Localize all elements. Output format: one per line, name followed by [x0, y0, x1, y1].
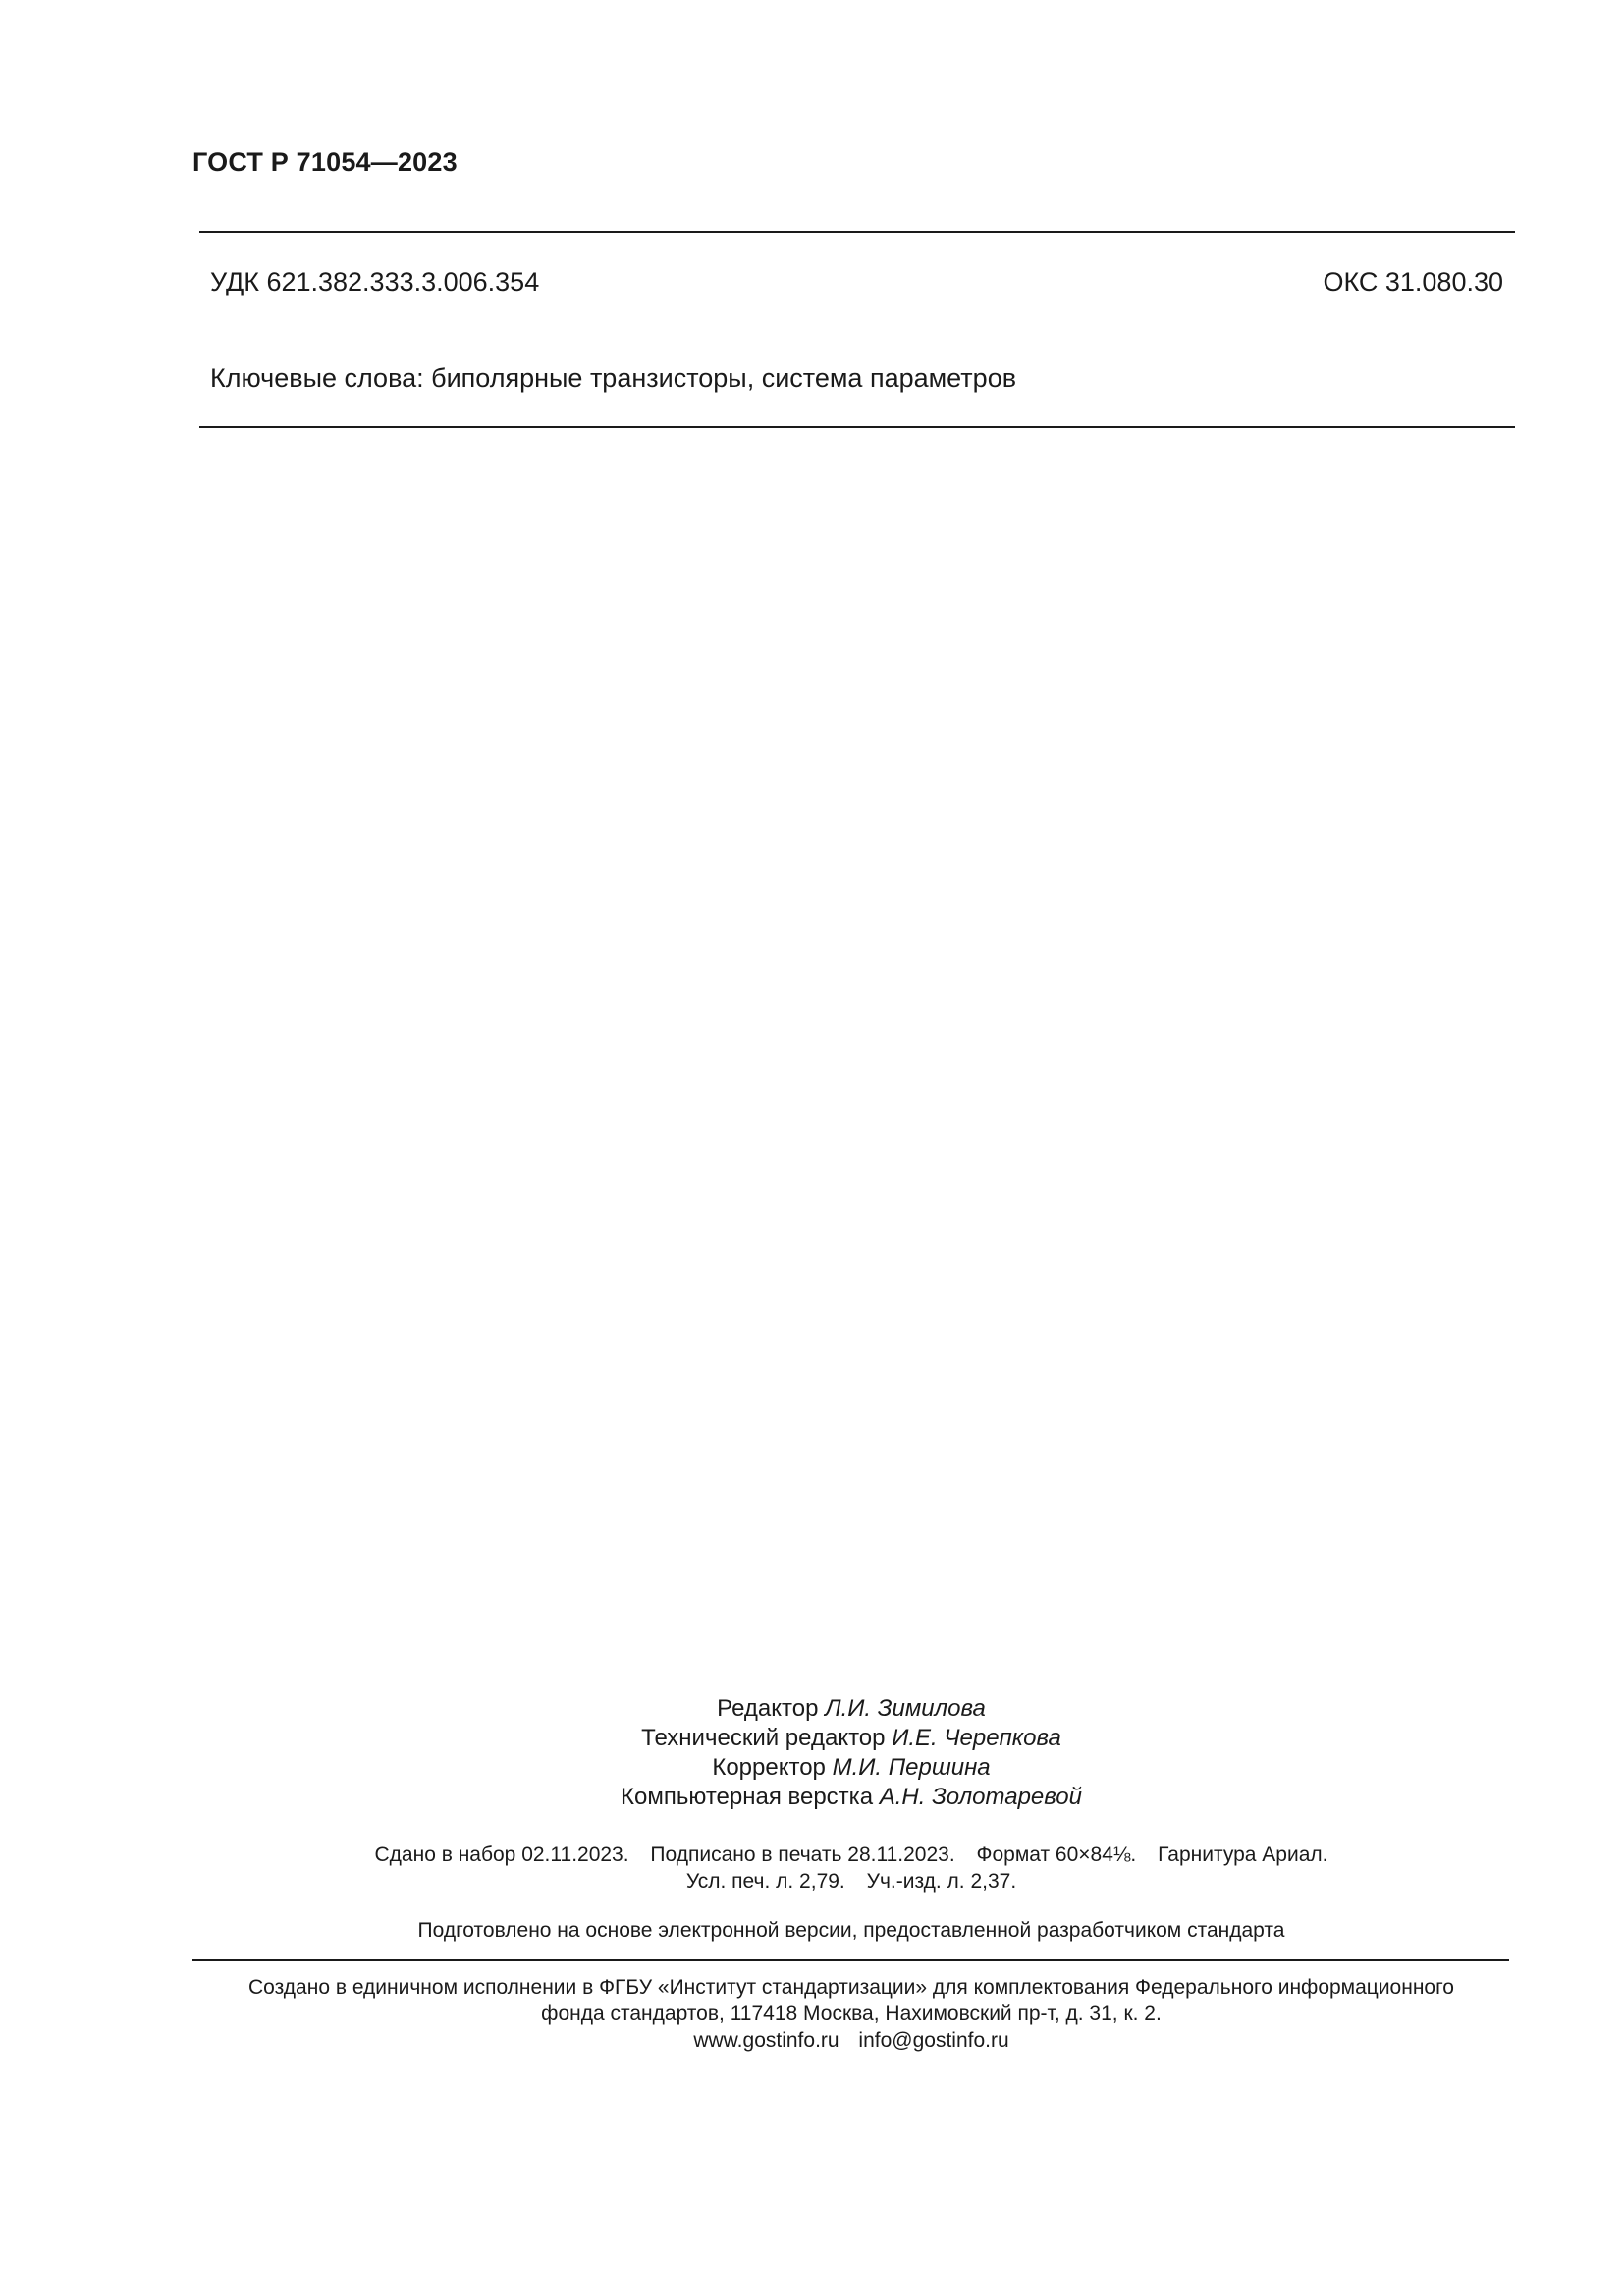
created-block — [0, 1974, 1624, 2054]
print-info-line-2 — [0, 1868, 1624, 1895]
editor-line — [0, 1694, 1624, 1724]
prepared-note: Подготовлено на основе электронной версии, предоставленной разработчиком стандарта — [417, 1919, 1285, 1942]
publisher-sheets: Уч.-изд. л. 2,37. — [866, 1870, 1017, 1893]
corrector-role: Корректор — [712, 1754, 826, 1781]
tech-editor-line — [0, 1724, 1624, 1753]
contact-line — [0, 2027, 1624, 2054]
keywords: Ключевые слова: биполярные транзисторы, система параметров — [210, 363, 1017, 393]
corrector-line — [0, 1753, 1624, 1783]
layout-name: А.Н. Золотаревой — [879, 1784, 1082, 1810]
editor-name: Л.И. Зимилова — [825, 1695, 986, 1722]
tech-editor-role: Технический редактор — [641, 1725, 886, 1751]
oks-code: ОКС 31.080.30 — [1323, 267, 1503, 296]
email-link[interactable]: info@gostinfo.ru — [858, 2029, 1009, 2052]
layout-line — [0, 1783, 1624, 1812]
bottom-divider — [192, 1959, 1509, 1961]
keywords-divider — [199, 426, 1515, 428]
editor-role: Редактор — [717, 1695, 819, 1722]
standard-code: ГОСТ Р 71054—2023 — [192, 147, 458, 177]
paper-format: Формат 60×84⅛. — [976, 1843, 1137, 1866]
corrector-name: М.И. Першина — [832, 1754, 991, 1781]
credits-block — [0, 1694, 1624, 1812]
typeset-date: Сдано в набор 02.11.2023. — [374, 1843, 629, 1866]
signed-date: Подписано в печать 28.11.2023. — [650, 1843, 955, 1866]
udk-code: УДК 621.382.333.3.006.354 — [210, 267, 540, 296]
created-line-1: Создано в единичном исполнении в ФГБУ «Институт стандартизации» для комплектования Федерального информационного — [248, 1976, 1454, 1999]
created-line-2: фонда стандартов, 117418 Москва, Нахимовский пр-т, д. 31, к. 2. — [541, 2002, 1162, 2025]
print-sheets: Усл. печ. л. 2,79. — [685, 1870, 845, 1893]
layout-role: Компьютерная верстка — [621, 1784, 874, 1810]
print-info — [0, 1842, 1624, 1895]
tech-editor-name: И.Е. Черепкова — [892, 1725, 1061, 1751]
print-info-line-1 — [0, 1842, 1624, 1868]
website-link[interactable]: www.gostinfo.ru — [693, 2029, 839, 2052]
typeface: Гарнитура Ариал. — [1158, 1843, 1328, 1866]
top-divider — [199, 231, 1515, 233]
